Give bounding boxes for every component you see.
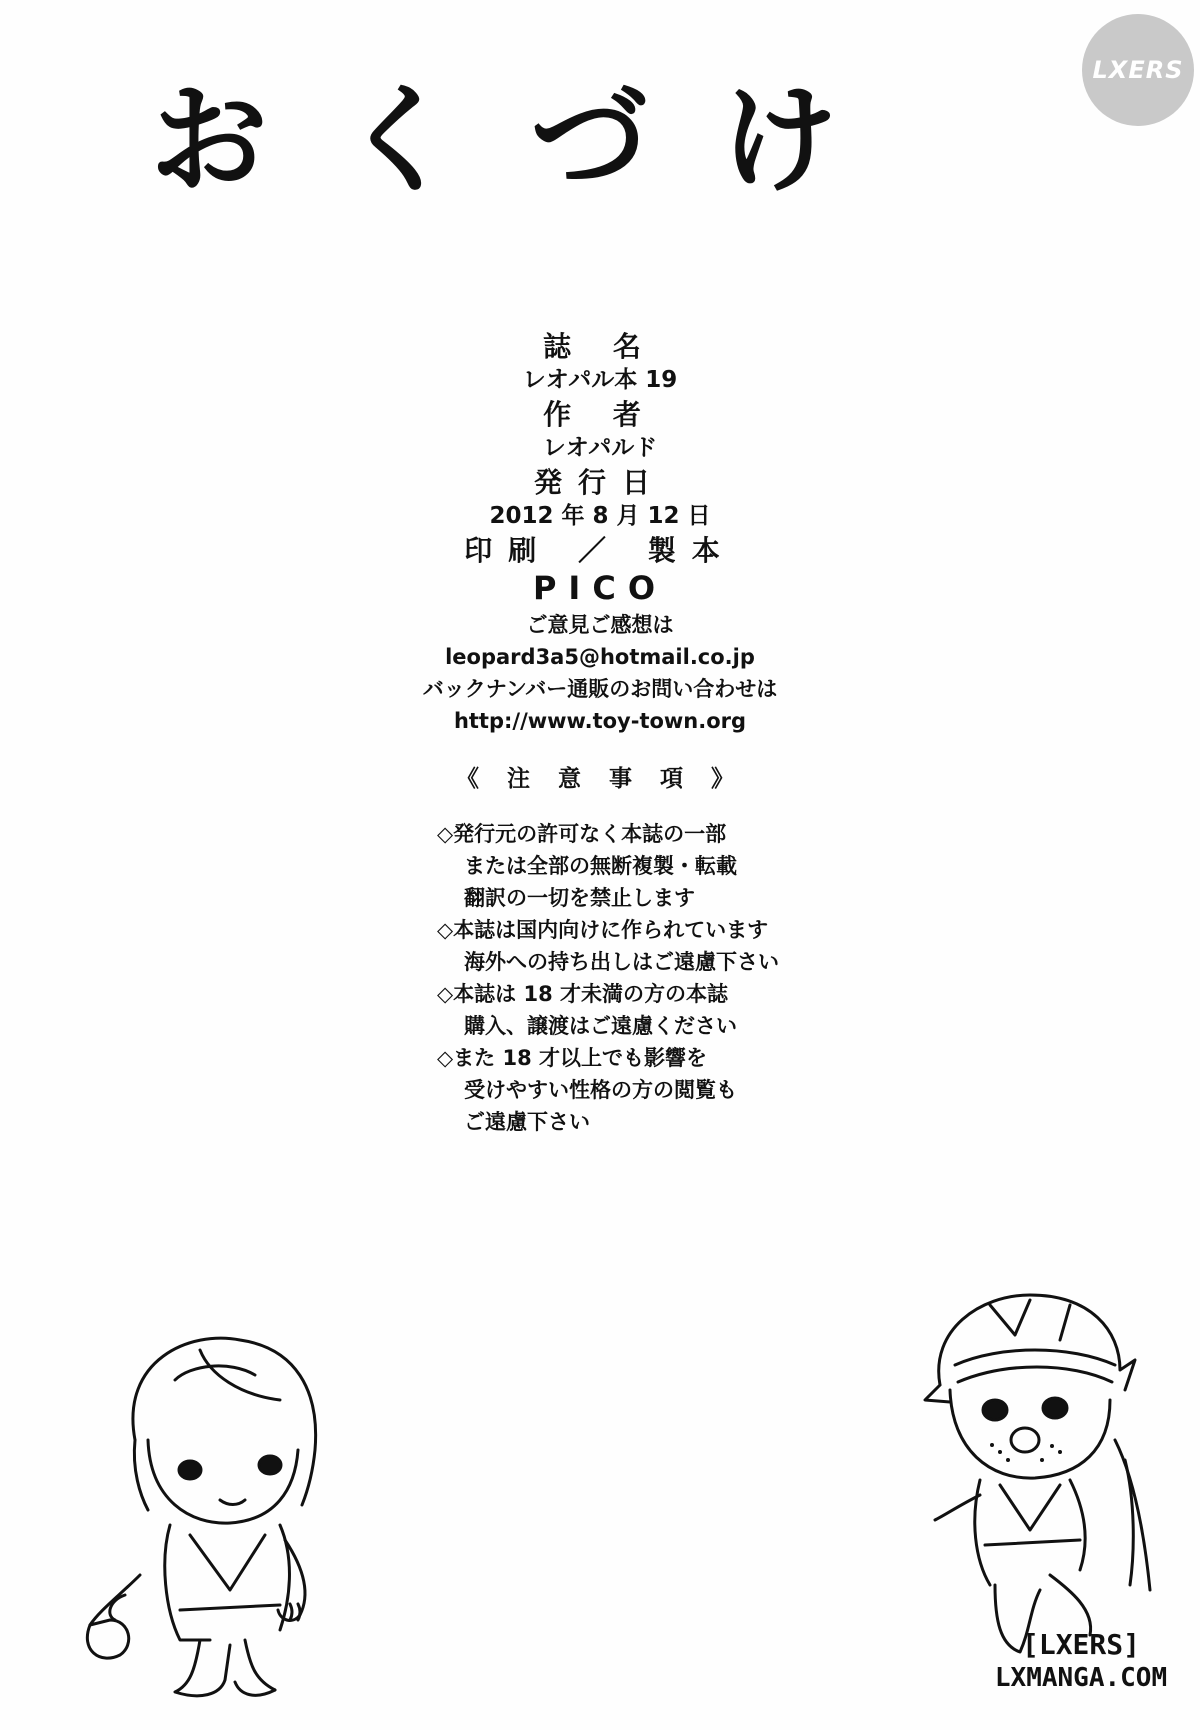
notice-line: ◇また 18 才以上でも影響を	[437, 1046, 707, 1070]
notice-line: または全部の無断複製・転載	[464, 854, 737, 878]
notice-line: ご遠慮下さい	[464, 1110, 590, 1134]
feedback-email: leopard3a5@hotmail.co.jp	[445, 645, 755, 669]
notice-item	[437, 978, 877, 1042]
page-title: おくづけ	[150, 71, 911, 209]
date-label: 発行日	[533, 466, 666, 499]
printer-label: 印刷 ／ 製本	[464, 534, 736, 567]
notice-item	[437, 914, 877, 978]
notice-line: 翻訳の一切を禁止します	[464, 886, 695, 910]
watermark-line1: [LXERS]	[1021, 1628, 1140, 1661]
title-value: レオパル本 19	[522, 367, 678, 393]
notice-line: ◇本誌は国内向けに作られています	[437, 918, 769, 942]
notice-line: ◇本誌は 18 才未満の方の本誌	[437, 982, 728, 1006]
watermark-line2: LXMANGA.COM	[994, 1663, 1168, 1693]
notice-item	[437, 1042, 877, 1138]
title-label: 誌 名	[543, 330, 657, 363]
printer-value: PICO	[532, 569, 668, 607]
logo-text: LXERS	[1092, 56, 1184, 84]
notice-item	[437, 818, 877, 914]
notice-line: 海外への持ち出しはご遠慮下さい	[464, 950, 779, 974]
backnumber-url: http://www.toy-town.org	[453, 709, 747, 733]
notice-heading: 《 注 意 事 項 》	[455, 766, 745, 792]
site-logo-badge	[1082, 14, 1194, 126]
notice-line: 購入、譲渡はご遠慮ください	[464, 1014, 737, 1038]
backnumber-label: バックナンバー通販のお問い合わせは	[422, 677, 778, 701]
date-value: 2012 年 8 月 12 日	[489, 503, 711, 529]
feedback-label: ご意見ご感想は	[526, 613, 674, 637]
chibi-girl-illustration	[80, 1320, 390, 1720]
notice-list	[437, 818, 877, 1138]
author-label: 作 者	[543, 398, 657, 431]
notice-line: 受けやすい性格の方の閲覧も	[464, 1078, 737, 1102]
author-value: レオパルド	[542, 435, 658, 461]
site-watermark	[970, 1628, 1192, 1694]
notice-line: ◇発行元の許可なく本誌の一部	[437, 822, 727, 846]
colophon-block	[350, 330, 850, 738]
